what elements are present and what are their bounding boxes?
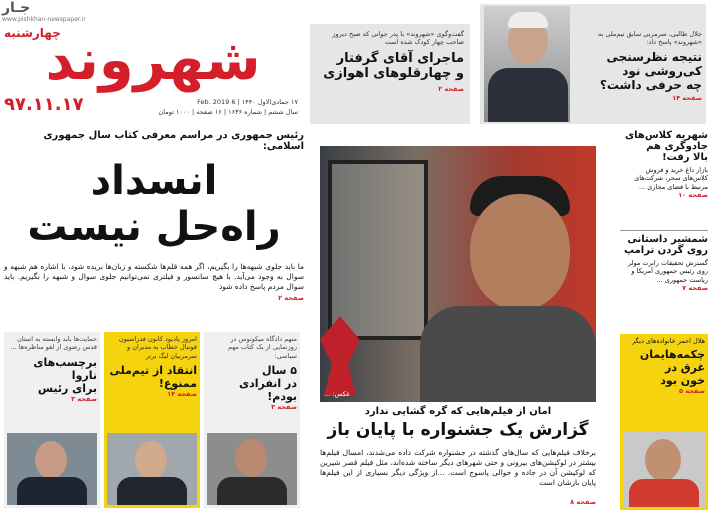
sidebar-divider [620,230,708,231]
teaser-right-text [572,30,702,102]
film-story[interactable] [316,142,600,510]
watermark-url: www.pishkhan-newspaper.ir [2,16,86,23]
film-kicker: امان از فیلم‌هایی که گره گشایی ندارد [364,406,552,417]
teaser-top-center[interactable] [310,24,470,124]
s2-page-ref: صفحه ۷ [682,284,708,293]
sidebar [620,130,708,510]
actor-jacket [420,306,596,402]
masthead [0,24,300,124]
col3-kicker: متهم دادگاه میکونوس در روزنمایی از یک کتاب مهم سیاسی: [228,335,297,360]
main-story[interactable] [4,130,304,330]
s1-body: بازار داغ خرید و فروش کلاس‌های سحر، شرکت‌های مرتبط با فضای مجازی ... [634,166,708,191]
s1-headline-3: بالا رفت! [662,152,708,163]
date-number: ۹۷.۱۱.۱۷ [4,94,84,115]
col3-page-ref: صفحه ۳ [271,403,297,412]
col3-headline-2: در انفرادی بودم! [239,377,297,404]
main-headline-1: انسداد [90,158,218,204]
teaser-right-headline-1: نتیجه نظرسنجی [606,49,702,64]
teaser-headline-2: و چهارقلوهای اهوازی [323,65,464,81]
teaser-right-page-ref: صفحه ۱۴ [672,93,702,102]
actor-face [470,194,570,310]
col2-face [135,441,167,479]
yellow-kicker: هلال احمر خانواده‌های دیگر [631,337,705,345]
sidebar-story-1[interactable] [620,130,708,200]
col3-suit [217,477,287,505]
col3-face [235,439,267,477]
col2-page-ref: صفحه ۱۴ [167,390,197,399]
watermark-brand: جـار [2,0,31,16]
yellow-face [645,439,681,481]
teaser-right-kicker: جلال طالبی، سرمربی سابق تیم‌ملی به «شهروند» پاسخ داد: [598,30,702,47]
main-headline-2: راه‌حل نیست [27,204,281,250]
s1-headline-1: شهریه کلاس‌های [624,130,708,141]
film-photo [320,146,596,402]
teaser-right-headline-2: کی‌روشی نود [622,63,702,78]
main-kicker: رئیس جمهوری در مراسم معرفی کتاب سال جمهوری اسلامی: [43,130,304,152]
column-1[interactable] [4,332,100,508]
yellow-page-ref: صفحه ۵ [679,387,705,396]
yellow-headline-1: چکمه‌هایمان [639,348,705,362]
col2-kicker: امروز یادبود کانون فدراسیون فوتبال خطاب به مدیران و سرمربیان لیگ برتر [118,335,197,360]
col2-suit [117,477,187,505]
main-body: ما باید جلوی شبهه‌ها را بگیریم، اگر همه قلم‌ها شکسته و زبان‌ها بریده شود، با اشاره هم شبهه و سوال به وجود می‌آید. با هیچ سانسور و فیلتری نمی‌توانیم جلوی سوال و شبهه را بگیریم. باید سوال مردم پاسخ داده شود [4,262,304,292]
col1-kicker: حمایت‌ها باید وابسته به استان قدس رضوی از لغو مناظره‌ها ... [10,335,97,352]
col1-headline-1: برچسب‌های ناروا [33,355,97,382]
hair-shape [508,12,548,28]
yellow-photo [623,431,705,507]
s1-headline-2: جادوگری هم [646,141,708,152]
sidebar-yellow-box[interactable] [620,334,708,510]
watermark [0,0,120,24]
main-page-ref: صفحه ۲ [278,294,304,303]
yellow-headline-2: غرق در [665,361,705,375]
col3-headline-1: ۵ سال [261,364,297,378]
sidebar-story-2[interactable] [620,234,708,293]
car-window [328,160,428,340]
film-headline: گزارش یک جشنواره با پایان باز [327,420,589,440]
teaser-headline-1: ماجرای آقای گرفتار [336,50,464,66]
teaser-kicker: گفت‌وگوی «شهروند» با پدر جوانی که صبح دیروز صاحب چهار کودک شده است [332,30,464,47]
col3-photo [207,433,297,505]
col1-suit [17,477,87,505]
col1-photo [7,433,97,505]
teaser-top-right[interactable] [480,4,706,124]
newspaper-logo: شهروند [45,28,261,93]
col2-headline-1: انتقاد از تیم‌ملی [109,364,197,378]
s1-page-ref: صفحه ۱۰ [678,191,708,200]
column-3[interactable] [204,332,300,508]
s2-body: گسترش تحقیقات رابرت مولر روی رئیس جمهوری آمریکا و ریاست جمهوری ... [627,259,708,284]
film-body: برخلاف فیلم‌هایی که سال‌های گذشته در جشنواره شرکت داده می‌شدند، امسال فیلم‌ها بیشتر در لوکیشن‌های بیرونی و حتی شهرهای دیگر ساخته شده‌اند، مثل فیلم قصر شیرین که لوکیشن آن در جاده و حوالی پاسوج است. ...از ویژگی دیگر بسیاری از این فیلم‌ها پایان بازشان است [320,448,596,488]
col2-headline-2: ممنوع! [158,377,197,391]
yellow-headline-3: خون بود [660,374,705,388]
teaser-right-headline-3: چه حرفی داشت؟ [599,77,702,92]
body-shape [488,68,568,122]
col1-face [35,441,67,479]
col1-headline-2: برای رئیس [37,381,97,395]
issue-line-2: سال ششم | شماره ۱۶۳۶ | ۱۶ صفحه | ۱۰۰۰ تومان [158,108,298,116]
issue-line-1: ۱۷ جمادی‌الاول ۱۴۴۰ | 6 Feb. 2019 [197,98,298,106]
yellow-vest [629,479,699,507]
s2-headline-1: شمشیر داستانی [627,234,708,245]
teaser-page-ref: صفحه ۲ [438,84,464,93]
col1-page-ref: صفحه ۳ [71,394,97,403]
edition-day: چهارشنبه [4,26,61,40]
s2-headline-2: روی گردن ترامپ [624,245,708,256]
col2-photo [107,433,197,505]
film-page-ref: صفحه ۸ [570,498,596,506]
talebi-photo [484,6,570,122]
photo-credit: عکس: ... [324,389,351,398]
column-2[interactable] [104,332,200,508]
